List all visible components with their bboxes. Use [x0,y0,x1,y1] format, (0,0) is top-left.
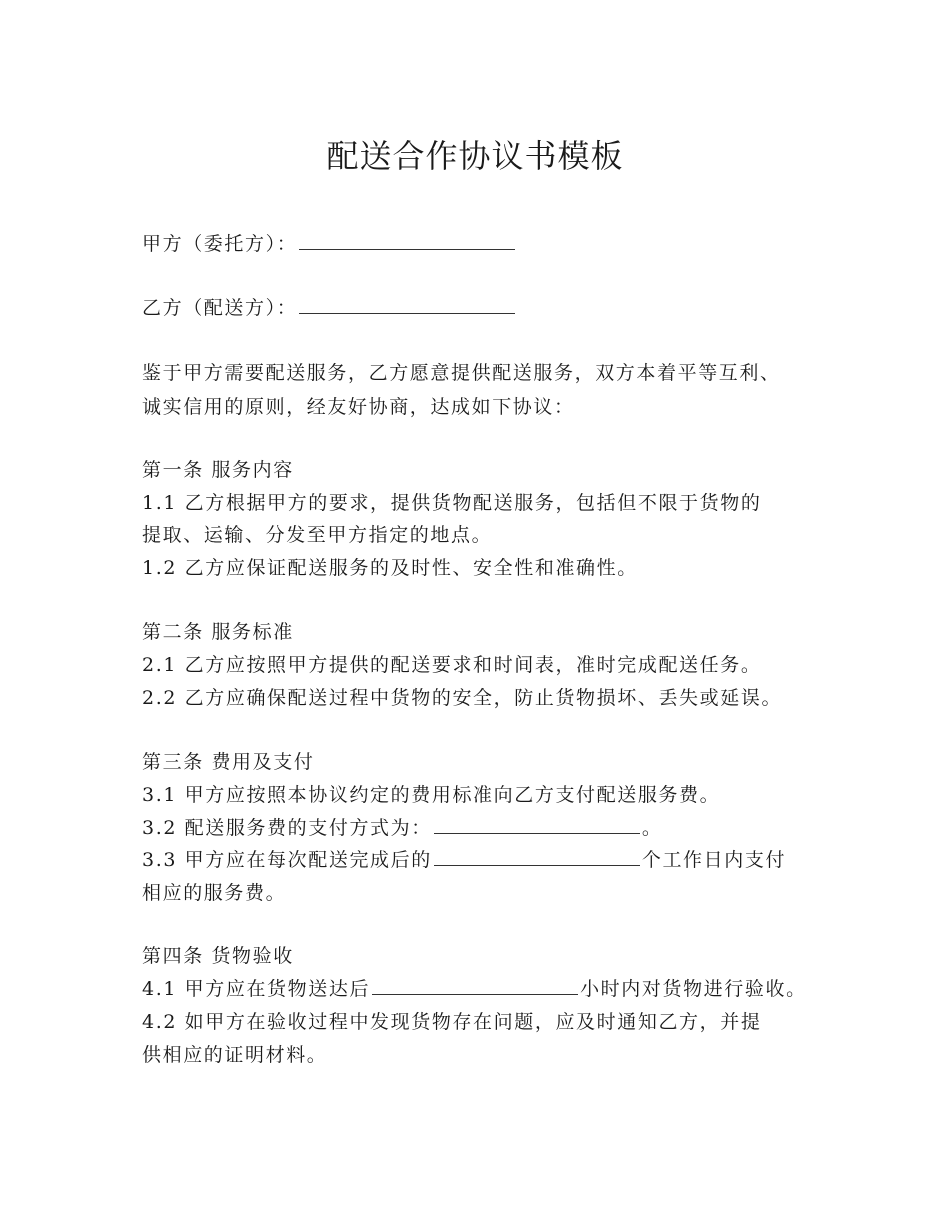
inspection-suffix: 小时内对货物进行验收。 [580,978,807,1000]
article1-clause-1-1: 1.1 乙方根据甲方的要求，提供货物配送服务，包括但不限于货物的 [142,492,762,514]
article2-heading: 第二条 服务标准 [142,621,294,643]
inspection-hours-blank [372,976,578,995]
party-b-label: 乙方（配送方）： [142,297,298,319]
payment-method-blank [434,815,640,834]
payment-method-label: 3.2 配送服务费的支付方式为： [142,817,432,839]
article1-heading: 第一条 服务内容 [142,459,294,481]
party-a-blank [299,231,515,250]
payment-method-end: 。 [641,817,663,839]
article1-clause-1-2: 1.2 乙方应保证配送服务的及时性、安全性和准确性。 [142,557,638,579]
preamble-line-2: 诚实信用的原则，经友好协商，达成如下协议： [142,396,575,418]
article3-clause-3-3-cont: 相应的服务费。 [142,882,287,904]
document-title: 配送合作协议书模板 [326,137,624,175]
payment-deadline-suffix: 个工作日内支付 [641,849,787,871]
party-a-label: 甲方（委托方）： [142,233,298,255]
article2-clause-2-2: 2.2 乙方应确保配送过程中货物的安全，防止货物损坏、丢失或延误。 [142,687,783,709]
payment-deadline-label: 3.3 甲方应在每次配送完成后的 [142,849,432,871]
inspection-label: 4.1 甲方应在货物送达后 [142,978,371,1000]
article3-clause-3-1: 3.1 甲方应按照本协议约定的费用标准向乙方支付配送服务费。 [142,784,721,806]
article4-heading: 第四条 货物验收 [142,945,294,967]
article4-clause-4-1 [142,975,807,1003]
article4-clause-4-2-cont: 供相应的证明材料。 [142,1044,328,1066]
payment-days-blank [434,847,640,866]
article3-clause-3-3 [142,846,786,874]
article1-clause-1-1-cont: 提取、运输、分发至甲方指定的地点。 [142,524,493,546]
party-b-blank [299,295,515,314]
party-b-line [142,294,517,322]
article3-clause-3-2 [142,814,662,842]
article3-heading: 第三条 费用及支付 [142,751,315,773]
party-a-line [142,230,517,258]
preamble-line-1: 鉴于甲方需要配送服务，乙方愿意提供配送服务，双方本着平等互利、 [142,362,781,384]
article4-clause-4-2: 4.2 如甲方在验收过程中发现货物存在问题，应及时通知乙方，并提 [142,1011,762,1033]
article2-clause-2-1: 2.1 乙方应按照甲方提供的配送要求和时间表，准时完成配送任务。 [142,654,762,676]
